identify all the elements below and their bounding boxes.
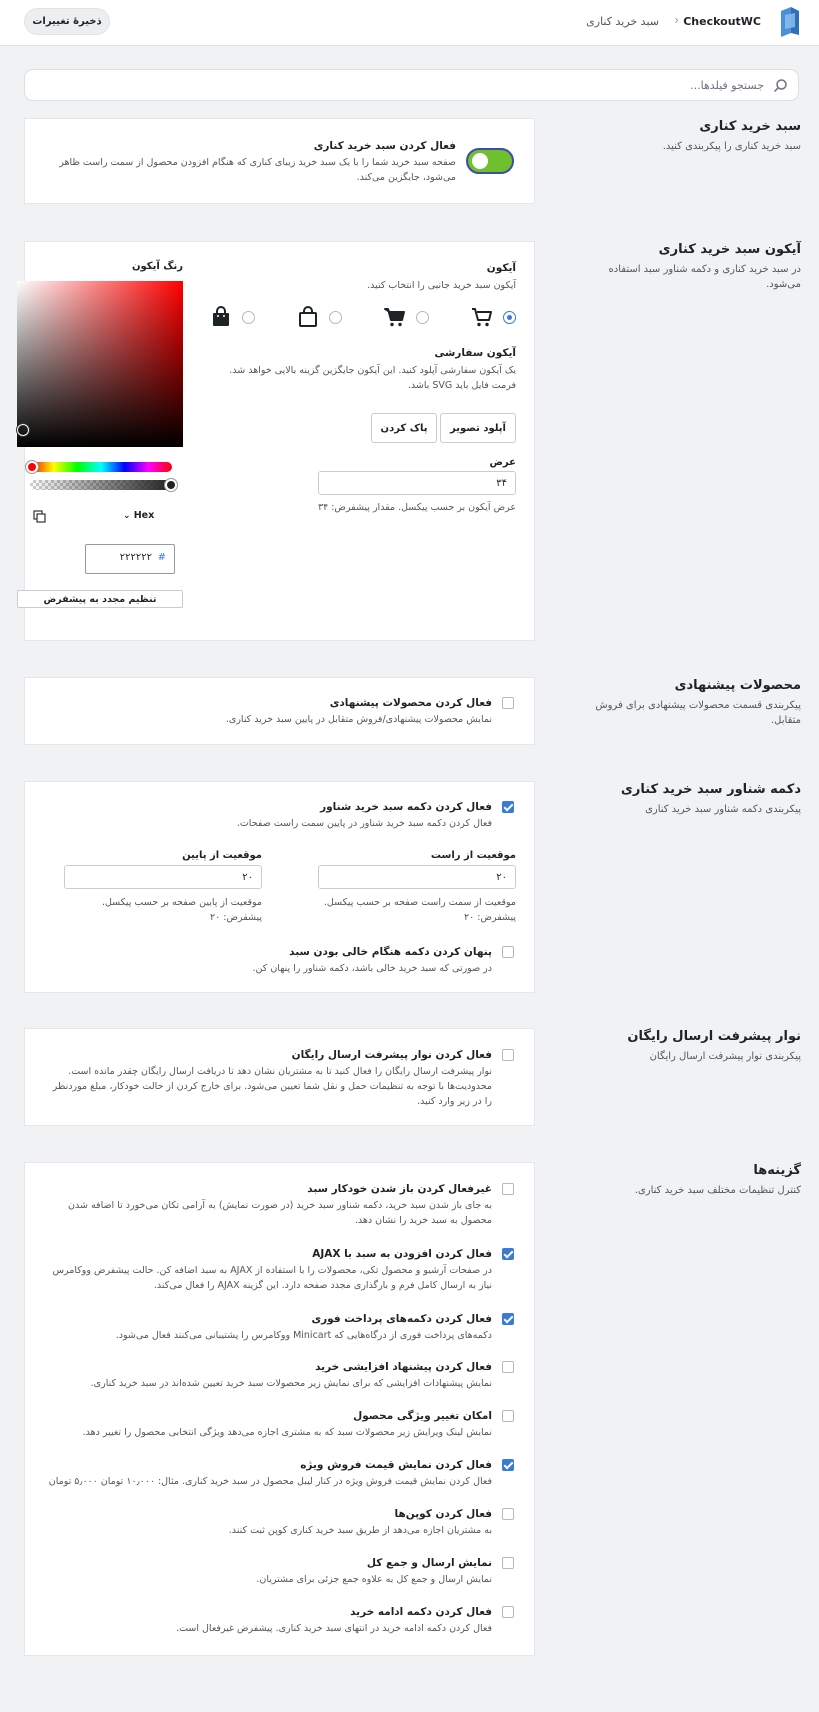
option-desc: در صفحات آرشیو و محصول تکی، محصولات را با استفاده از AJAX به سبد اضافه کن. حالت پیشفرض ووکامرس نیاز به ارسال کامل فرم و بارگذاری مجدد صفحه دارد. این گزینه AJAX را فعال می‌کند. bbox=[52, 1265, 492, 1291]
option-desc: فعال کردن نمایش قیمت فروش ویژه در کنار لیبل محصول در سبد خرید کناری. مثال: ۱۰٫۰۰۰ تومان ۵٫۰۰۰ تومان bbox=[48, 1476, 492, 1487]
reset-to-default-button[interactable]: تنظیم مجدد به پیشفرض bbox=[17, 590, 183, 608]
enable-side-cart-toggle[interactable] bbox=[466, 148, 514, 174]
hex-value[interactable]: ۲۲۲۲۲۲ bbox=[119, 552, 152, 563]
option-desc: نمایش لینک ویرایش زیر محصولات سبد که به مشتری اجازه می‌دهد ویژگی انتخابی محصول را تغییر دهد. bbox=[82, 1427, 492, 1438]
search-icon bbox=[773, 78, 788, 93]
search-bar bbox=[24, 69, 799, 101]
option-title: فعال کردن دکمه‌های پرداخت فوری bbox=[311, 1313, 492, 1325]
position-bottom-help: موقعیت از پایین صفحه بر حسب پیکسل. پیشفرض: ۲۰ bbox=[101, 897, 262, 923]
upload-image-button[interactable]: آپلود تصویر bbox=[440, 413, 516, 443]
section-desc-options: کنترل تنظیمات مختلف سبد خرید کناری. bbox=[634, 1185, 801, 1196]
option-title: فعال کردن پیشنهاد افزایشی خرید bbox=[315, 1361, 492, 1373]
position-bottom-input[interactable] bbox=[64, 865, 262, 889]
option-checkbox-upsell[interactable] bbox=[502, 1361, 514, 1373]
custom-icon-title: آیکون سفارشی bbox=[434, 347, 516, 359]
options-card bbox=[24, 1162, 535, 1656]
option-checkbox-sale-price[interactable] bbox=[502, 1459, 514, 1471]
option-desc: به مشتریان اجازه می‌دهد از طریق سبد خرید کناری کوپن ثبت کنند. bbox=[228, 1525, 492, 1536]
option-shipping-total bbox=[52, 1556, 492, 1587]
section-title-cart-icon: آیکون سبد خرید کناری bbox=[658, 242, 801, 257]
width-help: عرض آیکون بر حسب پیکسل. مقدار پیشفرض: ۳۴ bbox=[317, 502, 516, 513]
section-desc-side-cart: سبد خرید کناری را پیکربندی کنید. bbox=[662, 141, 801, 152]
option-title: فعال کردن نوار پیشرفت ارسال رایگان bbox=[291, 1049, 492, 1061]
option-title: پنهان کردن دکمه هنگام خالی بودن سبد bbox=[289, 946, 492, 958]
floating-button-card bbox=[24, 781, 535, 993]
checkoutwc-logo-icon bbox=[777, 5, 801, 39]
width-input[interactable] bbox=[318, 471, 516, 495]
icon-radio-cart-outline[interactable] bbox=[503, 311, 516, 324]
option-title: فعال کردن محصولات پیشنهادی bbox=[329, 697, 492, 709]
option-coupons bbox=[52, 1507, 492, 1538]
hue-slider-handle[interactable] bbox=[26, 461, 38, 473]
option-upsell bbox=[52, 1360, 492, 1391]
suggested-products-card bbox=[24, 677, 535, 745]
breadcrumb-separator-icon: ‹ bbox=[674, 13, 679, 27]
color-format-select[interactable] bbox=[123, 510, 163, 526]
position-right-label: موقعیت از راست bbox=[430, 850, 516, 861]
option-ajax-add-to-cart bbox=[52, 1247, 492, 1293]
option-desc: دکمه‌های پرداخت فوری از درگاه‌هایی که Minicart ووکامرس را پشتیبانی می‌کنند فعال می‌شود. bbox=[115, 1330, 492, 1341]
section-title-floating: دکمه شناور سبد خرید کناری bbox=[620, 782, 801, 797]
option-desc: نمایش محصولات پیشنهادی/فروش متقابل در پایین سبد خرید کناری. bbox=[225, 714, 492, 725]
section-title-suggested: محصولات پیشنهادی bbox=[674, 678, 801, 693]
option-title: نمایش ارسال و جمع کل bbox=[366, 1557, 492, 1569]
icon-label: آیکون bbox=[486, 262, 516, 274]
option-desc: صفحه سبد خرید شما را با یک سبد خرید زیبای کناری که هنگام افزودن محصول از سمت راست ظاهر می‌شود، جایگزین می‌کند. bbox=[59, 157, 456, 183]
hue-slider[interactable] bbox=[30, 462, 172, 472]
option-title: فعال کردن سبد خرید کناری bbox=[313, 140, 456, 152]
bag-filled-icon[interactable] bbox=[209, 305, 233, 329]
free-shipping-card bbox=[24, 1028, 535, 1126]
bag-outline-icon[interactable] bbox=[296, 305, 320, 329]
option-express-payment bbox=[52, 1312, 492, 1343]
option-desc: در صورتی که سبد خرید خالی باشد، دکمه شناور را پنهان کن. bbox=[252, 963, 492, 974]
option-title: فعال کردن نمایش قیمت فروش ویژه bbox=[300, 1459, 492, 1471]
side-cart-card bbox=[24, 118, 535, 204]
option-disable-auto-open bbox=[52, 1182, 492, 1228]
cart-outline-icon[interactable] bbox=[470, 305, 494, 329]
option-title: غیرفعال کردن باز شدن خودکار سبد bbox=[307, 1183, 492, 1195]
option-checkbox-coupons[interactable] bbox=[502, 1508, 514, 1520]
section-title-options: گزینه‌ها bbox=[753, 1163, 801, 1178]
option-title: فعال کردن کوپن‌ها bbox=[394, 1508, 492, 1520]
enable-floating-checkbox[interactable] bbox=[502, 801, 514, 813]
icon-radio-cart-filled[interactable] bbox=[416, 311, 429, 324]
option-checkbox-ajax-add-to-cart[interactable] bbox=[502, 1248, 514, 1260]
brand-name: CheckoutWC bbox=[683, 15, 761, 28]
section-title-free-shipping: نوار پیشرفت ارسال رایگان bbox=[627, 1029, 801, 1044]
option-title: فعال کردن دکمه ادامه خرید bbox=[350, 1606, 492, 1618]
enable-suggested-checkbox[interactable] bbox=[502, 697, 514, 709]
section-title-side-cart: سبد خرید کناری bbox=[699, 119, 801, 134]
option-sale-price bbox=[32, 1458, 492, 1489]
color-picker-handle[interactable] bbox=[17, 424, 29, 436]
custom-icon-desc: یک آیکون سفارشی آپلود کنید. این آیکون جایگزین گزینه بالایی خواهد شد. فرمت فایل باید SVG باشد. bbox=[229, 365, 516, 391]
option-desc: فعال کردن دکمه ادامه خرید در انتهای سبد خرید کناری. پیشفرض غیرفعال است. bbox=[176, 1623, 492, 1634]
copy-icon[interactable] bbox=[33, 510, 47, 524]
icon-radio-bag-filled[interactable] bbox=[242, 311, 255, 324]
enable-floating-option bbox=[32, 800, 492, 831]
enable-free-shipping-option bbox=[52, 1048, 492, 1109]
option-checkbox-disable-auto-open[interactable] bbox=[502, 1183, 514, 1195]
option-desc: نوار پیشرفت ارسال رایگان را فعال کنید تا به مشتریان نشان دهد تا دریافت ارسال رایگان چقدر مانده است. محدودیت‌ها با توجه به تنظیمات حمل و نقل شما تعیین می‌شود. برای خارج کردن از حالت خودکار، مبلغ موردنظر را در زیر وارد کنید. bbox=[52, 1066, 492, 1107]
enable-suggested-option bbox=[32, 696, 492, 727]
enable-free-shipping-checkbox[interactable] bbox=[502, 1049, 514, 1061]
cart-filled-icon[interactable] bbox=[383, 305, 407, 329]
breadcrumb-current[interactable]: سبد خرید کناری bbox=[586, 15, 659, 28]
icon-help: آیکون سبد خرید جانبی را انتخاب کنید. bbox=[367, 280, 516, 291]
option-desc: نمایش ارسال و جمع کل به علاوه جمع جزئی برای مشتریان. bbox=[256, 1574, 492, 1585]
hex-input-box[interactable] bbox=[85, 544, 175, 574]
top-bar bbox=[0, 0, 819, 46]
color-format-label: Hex bbox=[133, 510, 155, 521]
icon-radio-bag-outline[interactable] bbox=[329, 311, 342, 324]
option-desc: فعال کردن دکمه سبد خرید شناور در پایین سمت راست صفحات. bbox=[236, 818, 492, 829]
option-desc: نمایش پیشنهادات افزایشی که برای نمایش زیر محصولات سبد خرید تعیین شده‌اند در سبد خرید کناری. bbox=[90, 1378, 492, 1389]
section-desc-cart-icon: در سبد خرید کناری و دکمه شناور سبد استفاده می‌شود. bbox=[608, 264, 801, 290]
hide-when-empty-checkbox[interactable] bbox=[502, 946, 514, 958]
color-saturation-area[interactable] bbox=[17, 281, 183, 447]
option-checkbox-edit-variation[interactable] bbox=[502, 1410, 514, 1422]
alpha-slider-handle[interactable] bbox=[165, 479, 177, 491]
position-right-help: موقعیت از سمت راست صفحه بر حسب پیکسل. پیشفرض: ۲۰ bbox=[323, 897, 516, 923]
alpha-slider[interactable] bbox=[30, 480, 172, 490]
option-checkbox-continue-shopping[interactable] bbox=[502, 1606, 514, 1618]
option-title: امکان تغییر ویژگی محصول bbox=[353, 1410, 492, 1422]
option-checkbox-express-payment[interactable] bbox=[502, 1313, 514, 1325]
enable-side-cart-option bbox=[36, 139, 456, 185]
save-changes-button[interactable]: ذخیرهٔ تغییرات bbox=[24, 8, 110, 35]
section-desc-floating: پیکربندی دکمه شناور سبد خرید کناری bbox=[645, 804, 801, 815]
hide-when-empty-option bbox=[32, 945, 492, 976]
section-desc-free-shipping: پیکربندی نوار پیشرفت ارسال رایگان bbox=[649, 1051, 801, 1062]
icon-color-label: رنگ آیکون bbox=[131, 261, 183, 272]
option-continue-shopping bbox=[52, 1605, 492, 1636]
option-checkbox-shipping-total[interactable] bbox=[502, 1557, 514, 1569]
option-edit-variation bbox=[52, 1409, 492, 1440]
option-desc: به جای باز شدن سبد خرید، دکمه شناور سبد خرید (در صورت نمایش) به آرامی تکان می‌خورد تا اضافه شدن محصول به سبد خرید را نشان دهد. bbox=[68, 1200, 492, 1226]
width-label: عرض bbox=[489, 457, 516, 468]
section-desc-suggested: پیکربندی قسمت محصولات پیشنهادی برای فروش متقابل. bbox=[595, 700, 801, 726]
position-right-input[interactable] bbox=[318, 865, 516, 889]
position-bottom-label: موقعیت از پایین bbox=[182, 850, 262, 861]
option-title: فعال کردن افزودن به سبد با AJAX bbox=[312, 1248, 492, 1260]
option-title: فعال کردن دکمه سبد خرید شناور bbox=[320, 801, 492, 813]
cart-icon-card bbox=[24, 241, 535, 641]
search-input[interactable] bbox=[35, 77, 764, 94]
clear-image-button[interactable]: پاک کردن bbox=[371, 413, 437, 443]
hash-prefix: # bbox=[157, 552, 166, 563]
chevron-down-icon: ⌄ bbox=[123, 511, 134, 521]
